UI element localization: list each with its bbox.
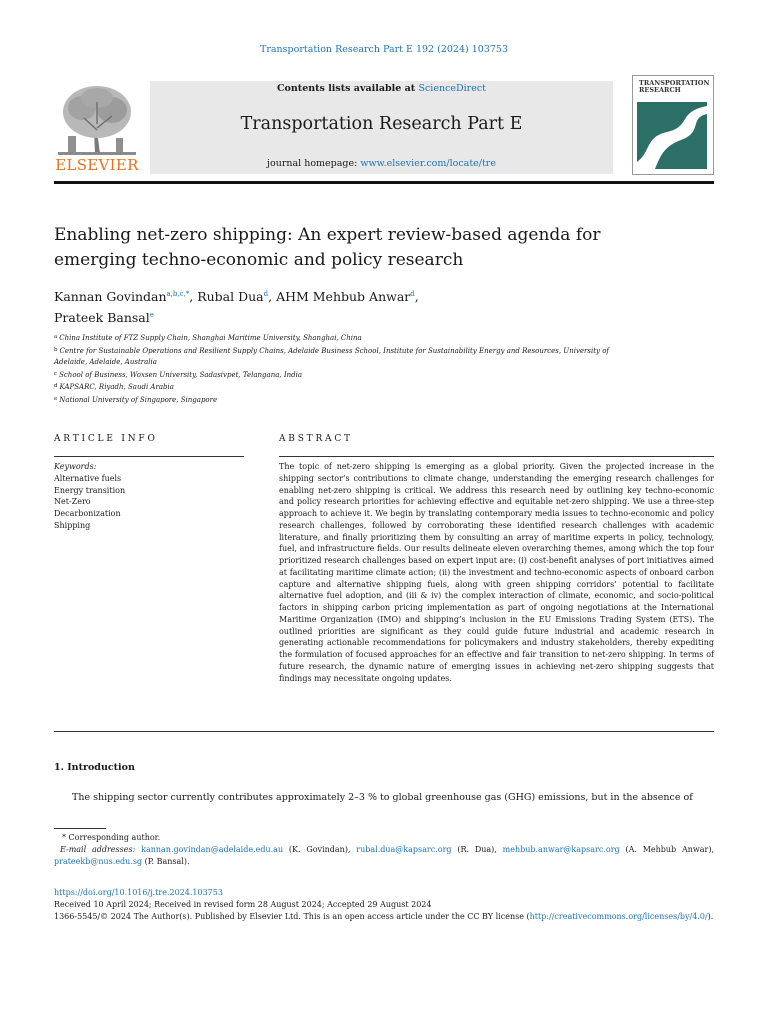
doi-link[interactable]: https://doi.org/10.1016/j.tre.2024.103753 (54, 888, 223, 897)
keyword: Shipping (54, 520, 91, 530)
keyword: Net-Zero (54, 497, 91, 507)
homepage-link[interactable]: www.elsevier.com/locate/tre (360, 158, 496, 169)
elsevier-wordmark: ELSEVIER (55, 156, 139, 174)
abstract-heading: ABSTRACT (279, 434, 353, 444)
section-heading-introduction: 1. Introduction (54, 762, 135, 773)
affiliation-marks[interactable]: a,b,c,* (166, 290, 190, 298)
email-link[interactable]: kannan.govindan@adelaide.edu.au (141, 845, 284, 854)
affiliation: $^d$ KAPSARC, Riyadh, Saudi Arabia (54, 383, 174, 391)
contents-availability: Contents lists available at ScienceDirect (277, 83, 486, 94)
email-link[interactable]: mehbub.anwar@kapsarc.org (502, 845, 620, 854)
header-rule (54, 181, 714, 184)
email-link[interactable]: prateekb@nus.edu.sg (54, 857, 143, 866)
affiliation-marks[interactable]: e (149, 311, 154, 319)
journal-homepage: journal homepage: www.elsevier.com/locate/tre (267, 158, 496, 169)
corresponding-author-note: * Corresponding author. (62, 833, 161, 842)
affiliation-list (54, 332, 714, 406)
journal-title: Transportation Research Part E (240, 114, 523, 134)
footnotes (54, 832, 714, 868)
author[interactable]: AHM Mehbub Anwar$^d$ (276, 289, 415, 304)
publication-dates: Received 10 April 2024; Received in revised form 28 August 2024; Accepted 29 August 2024 (54, 900, 432, 909)
email-link[interactable]: rubal.dua@kapsarc.org (356, 845, 452, 854)
email-addresses: E-mail addresses: kannan.govindan@adelaide.edu.au (K. Govindan), rubal.dua@kapsarc.org (R. Dua), mehbub.anwar@kapsarc.org (A. Mehbub Anwar), prateekb@nus.edu.sg (P. Bansal). (54, 845, 715, 866)
abstract-bottom-rule (54, 731, 714, 732)
affiliation: $^b$ Centre for Sustainable Operations and Resilient Supply Chains, Adelaide Business School, Institute for Sustainability Energy and Resources, University of Adelaide, Adelaide, Australia (54, 346, 610, 366)
keyword: Decarbonization (54, 509, 121, 519)
introduction-text: The shipping sector currently contributes approximately 2–3 % to global greenhouse gas (GHG) emissions, but in the absence of (72, 792, 693, 803)
affiliation: $^a$ China Institute of FTZ Supply Chain, Shanghai Maritime University, Shanghai, China (54, 334, 362, 342)
abstract-text: The topic of net-zero shipping is emerging as a global priority. Given the projected increase in the shipping sector’s contributions to climate change, understanding the emerging research challenges for enabling net-zero shipping is critical. We address this research need by outlining key techno-economic and policy research priorities for achieving effective and equitable net-zero shipping. We use a three-step approach to achieve it. We begin by translating contemporary media issues to techno-economic and policy research challenges, followed by corroborating these identified research challenges with academic literature, and finally prioritizing them by consulting an array of maritime experts in policy, technology, fuel, and infrastructure fields. Our results delineate eleven overarching themes, among which the top four prioritized research challenges based on expert input are: (i) cost-benefit analyses of port initiatives aimed at facilitating maritime climate action; (ii) the investment and techno-economic aspects of onboard carbon capture and alternative shipping fuels, along with green shipping corridors’ potential to facilitate alternative fuel adoption, and (iii & iv) the complex interaction of climate, economic, and socio-political factors in shipping carbon pricing implementation as part of ongoing negotiations at the International Maritime Organization (IMO) and shipping’s inclusion in the EU Emissions Trading System (ETS). The outlined priorities are significant as they could guide future industrial and academic research in generating actionable recommendations for policymakers and industry stakeholders, thereby expediting the formulation of focused approaches for an effective and fair transition to net-zero shipping. In terms of future research, the dynamic nature of emerging issues in achieving net-zero shipping suggests that findings may necessitate ongoing updates. (279, 462, 714, 683)
abstract-rule (279, 456, 714, 457)
sciencedirect-link[interactable]: ScienceDirect (418, 83, 486, 94)
affiliation: $^e$ National University of Singapore, Singapore (54, 395, 218, 404)
cover-road-art (637, 102, 707, 169)
cover-title: TRANSPORTATION RESEARCH (639, 79, 710, 94)
journal-cover-thumbnail[interactable] (632, 75, 714, 175)
journal-reference[interactable]: Transportation Research Part E 192 (2024) 103753 (260, 44, 508, 55)
license-link[interactable]: http://creativecommons.org/licenses/by/4.0/ (529, 912, 708, 921)
keyword: Energy transition (54, 485, 126, 495)
affiliation-marks[interactable]: d (410, 290, 415, 298)
footnote-rule (54, 828, 106, 829)
author[interactable]: Prateek Bansal$^e$ (54, 310, 154, 325)
keyword: Alternative fuels (54, 473, 122, 483)
author-list: Kannan Govindan$^{a,b,c,*}$, Rubal Dua$^d$, AHM Mehbub Anwar$^d$, Prateek Bansal$^e$ (54, 289, 419, 325)
affiliation-marks[interactable]: d (263, 290, 269, 298)
keywords-block (54, 461, 234, 532)
keywords-label: Keywords: (54, 462, 97, 471)
article-info-rule (54, 456, 244, 457)
author[interactable]: Kannan Govindan$^{a,b,c,*}$ (54, 289, 190, 304)
publication-info (54, 887, 714, 923)
paper-title: Enabling net-zero shipping: An expert review-based agenda for emerging techno-economic and policy research (54, 225, 601, 270)
affiliation: $^c$ School of Business, Woxsen University, Sadasivpet, Telangana, India (54, 370, 303, 379)
article-info-heading: ARTICLE INFO (54, 434, 158, 444)
license-statement: 1366-5545/© 2024 The Author(s). Published by Elsevier Ltd. This is an open access article under the CC BY license (http://creativecommons.org/licenses/by/4.0/). (54, 912, 714, 921)
author[interactable]: Rubal Dua$^d$ (197, 289, 269, 304)
